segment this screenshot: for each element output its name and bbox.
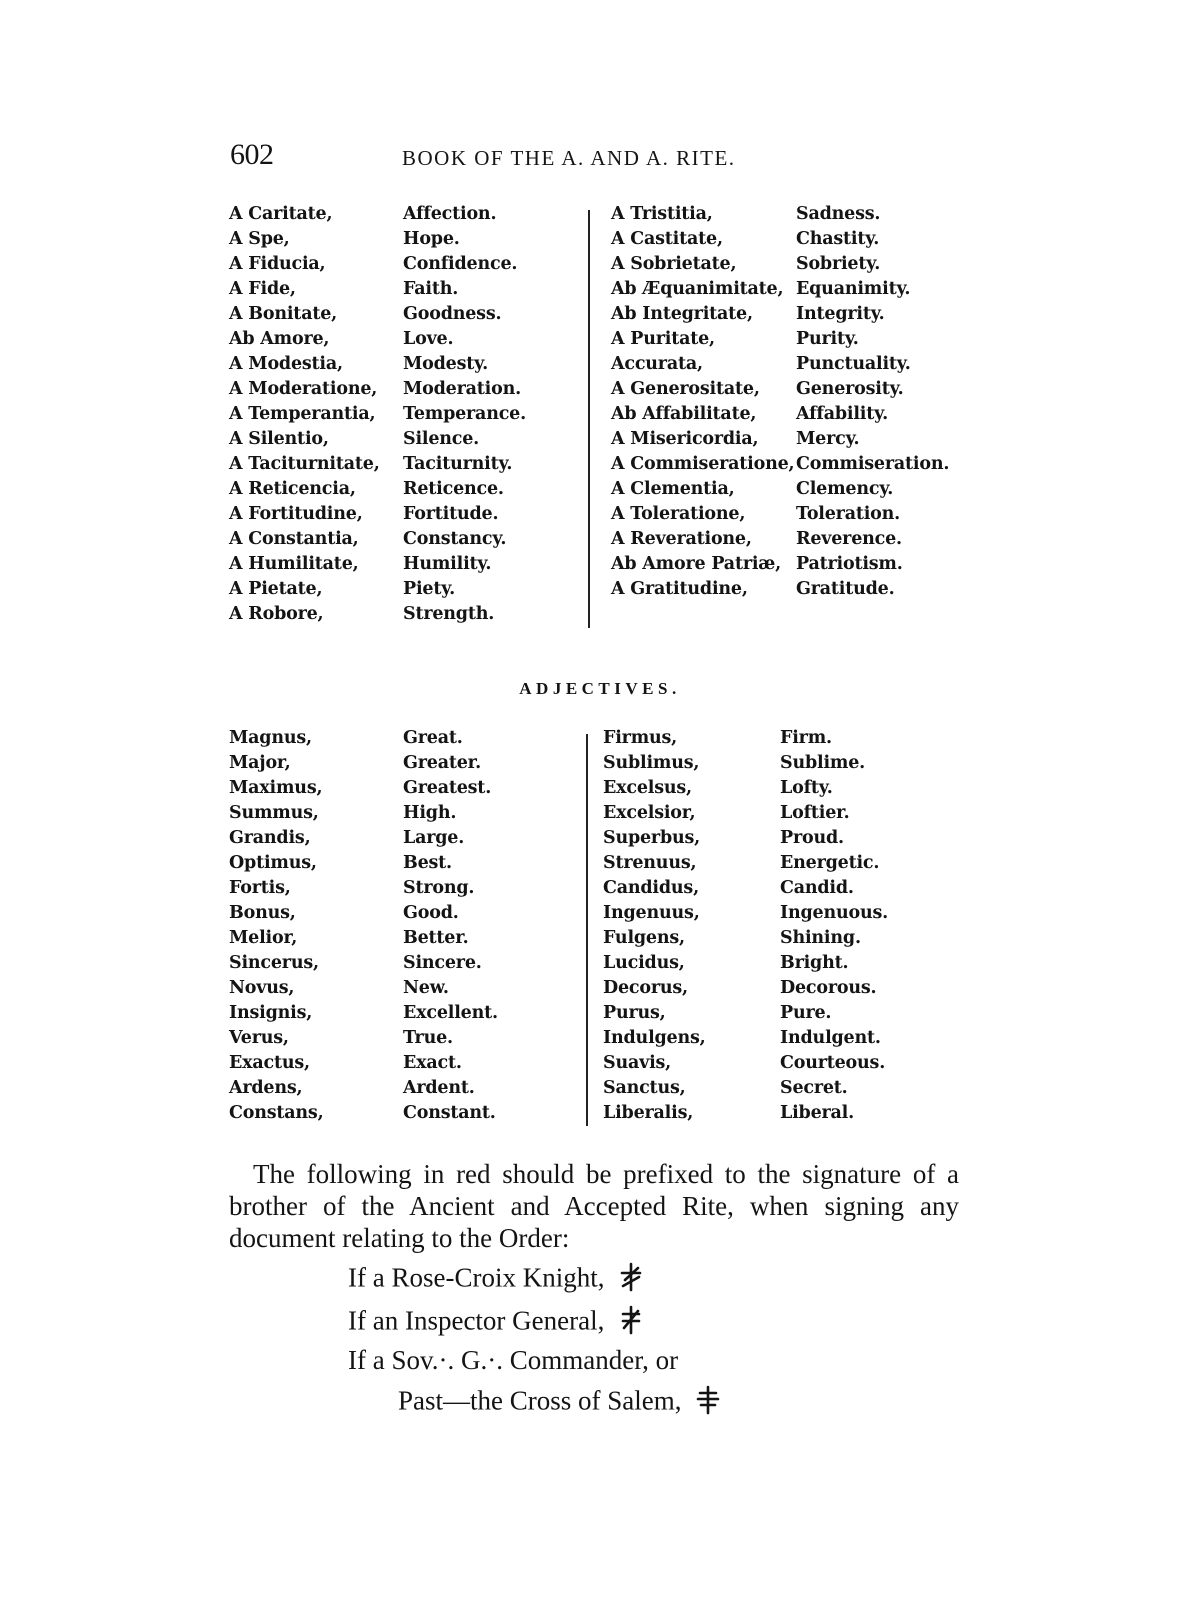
latin-term: A Constantia, [229, 529, 359, 549]
word-pair-row [229, 751, 584, 776]
english-adjective: Ingenuous. [780, 903, 889, 923]
word-pair-row [604, 202, 949, 227]
column-divider [588, 210, 590, 628]
word-pair-row [229, 502, 584, 527]
signature-mark-line [348, 1345, 678, 1376]
english-adjective: Decorous. [780, 978, 877, 998]
latin-term: A Taciturnitate, [229, 454, 380, 474]
english-adjective: Best. [403, 853, 452, 873]
latin-term: A Caritate, [229, 204, 333, 224]
word-pair-row [229, 851, 584, 876]
word-pair-row [604, 452, 949, 477]
english-adjective: Ardent. [403, 1078, 475, 1098]
word-pair-row [604, 377, 949, 402]
latin-term: A Fide, [229, 279, 296, 299]
latin-adjective: Sublimus, [603, 753, 700, 773]
english-term: Temperance. [403, 404, 527, 424]
english-term: Confidence. [403, 254, 518, 274]
word-pair-row [229, 327, 584, 352]
english-term: Hope. [403, 229, 460, 249]
latin-term: A Puritate, [611, 329, 715, 349]
adjectives-table [229, 726, 949, 1131]
latin-adjective: Lucidus, [603, 953, 685, 973]
word-pair-row [604, 302, 949, 327]
paragraph-line: document relating to the Order: [229, 1223, 570, 1253]
word-pair-row [604, 1001, 949, 1026]
latin-term: A Gratitudine, [611, 579, 748, 599]
running-head: BOOK OF THE A. AND A. RITE. [402, 146, 736, 170]
word-pair-row [229, 427, 584, 452]
word-pair-row [604, 352, 949, 377]
latin-adjective: Sanctus, [603, 1078, 686, 1098]
english-adjective: Indulgent. [780, 1028, 881, 1048]
latin-adjective: Insignis, [229, 1003, 313, 1023]
latin-adjective: Liberalis, [603, 1103, 694, 1123]
word-pair-row [229, 776, 584, 801]
english-term: Fortitude. [403, 504, 499, 524]
word-pair-row [229, 402, 584, 427]
word-pair-row [229, 527, 584, 552]
english-term: Love. [403, 329, 454, 349]
latin-term: A Modestia, [229, 354, 343, 374]
cross-of-salem-icon [696, 1385, 720, 1422]
word-pair-row [229, 976, 584, 1001]
word-pair-row [604, 826, 949, 851]
english-term: Mercy. [796, 429, 860, 449]
english-adjective: High. [403, 803, 457, 823]
word-pair-row [229, 801, 584, 826]
latin-adjective: Strenuus, [603, 853, 697, 873]
paragraph-line: The following in red should be prefixed to the signature of a [253, 1159, 959, 1189]
inspector-cross-icon [619, 1305, 643, 1342]
latin-adjective: Excelsus, [603, 778, 692, 798]
english-adjective: Liberal. [780, 1103, 855, 1123]
virtues-table [229, 202, 949, 632]
latin-adjective: Ingenuus, [603, 903, 700, 923]
latin-adjective: Candidus, [603, 878, 699, 898]
signature-mark-text: If an Inspector General, [348, 1305, 605, 1336]
latin-adjective: Superbus, [603, 828, 701, 848]
latin-adjective: Melior, [229, 928, 298, 948]
word-pair-row [604, 1076, 949, 1101]
latin-term: A Fortitudine, [229, 504, 363, 524]
latin-term: A Tristitia, [611, 204, 713, 224]
latin-term: A Sobrietate, [611, 254, 737, 274]
virtues-left-column [229, 202, 584, 627]
english-term: Clemency. [796, 479, 894, 499]
word-pair-row [604, 1101, 949, 1126]
latin-term: A Temperantia, [229, 404, 376, 424]
english-adjective: Excellent. [403, 1003, 498, 1023]
word-pair-row [604, 477, 949, 502]
latin-term: Ab Æquanimitate, [611, 279, 784, 299]
latin-term: A Clementia, [611, 479, 735, 499]
word-pair-row [604, 751, 949, 776]
latin-term: A Fiducia, [229, 254, 326, 274]
english-adjective: Candid. [780, 878, 854, 898]
latin-adjective: Indulgens, [603, 1028, 706, 1048]
signature-mark-line [348, 1262, 643, 1299]
word-pair-row [604, 252, 949, 277]
english-term: Equanimity. [796, 279, 911, 299]
word-pair-row [229, 726, 584, 751]
word-pair-row [229, 1051, 584, 1076]
word-pair-row [229, 552, 584, 577]
english-term: Chastity. [796, 229, 880, 249]
word-pair-row [604, 502, 949, 527]
english-adjective: Lofty. [780, 778, 833, 798]
rose-croix-cross-icon [619, 1262, 643, 1299]
english-adjective: Secret. [780, 1078, 848, 1098]
english-adjective: Sublime. [780, 753, 866, 773]
column-divider [586, 734, 588, 1126]
word-pair-row [229, 951, 584, 976]
english-term: Generosity. [796, 379, 904, 399]
english-term: Reverence. [796, 529, 902, 549]
word-pair-row [229, 352, 584, 377]
word-pair-row [229, 277, 584, 302]
english-term: Affability. [796, 404, 888, 424]
latin-adjective: Decorus, [603, 978, 688, 998]
word-pair-row [604, 901, 949, 926]
latin-term: Ab Amore Patriæ, [611, 554, 782, 574]
english-adjective: Constant. [403, 1103, 496, 1123]
english-adjective: Courteous. [780, 1053, 886, 1073]
latin-adjective: Ardens, [229, 1078, 303, 1098]
english-adjective: Proud. [780, 828, 844, 848]
word-pair-row [229, 1026, 584, 1051]
word-pair-row [604, 527, 949, 552]
word-pair-row [604, 427, 949, 452]
word-pair-row [229, 876, 584, 901]
latin-term: A Misericordia, [611, 429, 759, 449]
english-adjective: Energetic. [780, 853, 880, 873]
english-term: Gratitude. [796, 579, 895, 599]
english-term: Reticence. [403, 479, 504, 499]
latin-term: A Commiseratione, [611, 454, 795, 474]
word-pair-row [604, 327, 949, 352]
english-term: Purity. [796, 329, 859, 349]
english-adjective: New. [403, 978, 449, 998]
english-adjective: Better. [403, 928, 469, 948]
english-term: Sadness. [796, 204, 881, 224]
latin-adjective: Novus, [229, 978, 295, 998]
latin-adjective: Grandis, [229, 828, 311, 848]
english-term: Toleration. [796, 504, 901, 524]
signature-mark-text: If a Sov.·. G.·. Commander, or [348, 1345, 679, 1375]
latin-term: A Generositate, [611, 379, 760, 399]
latin-adjective: Sincerus, [229, 953, 319, 973]
signature-instruction-paragraph [229, 1158, 959, 1254]
english-adjective: Bright. [780, 953, 849, 973]
word-pair-row [604, 876, 949, 901]
english-term: Modesty. [403, 354, 489, 374]
word-pair-row [604, 1026, 949, 1051]
word-pair-row [229, 377, 584, 402]
english-term: Sobriety. [796, 254, 881, 274]
latin-term: Ab Amore, [229, 329, 330, 349]
english-term: Piety. [403, 579, 456, 599]
word-pair-row [604, 951, 949, 976]
word-pair-row [604, 552, 949, 577]
latin-term: A Castitate, [611, 229, 723, 249]
word-pair-row [604, 801, 949, 826]
word-pair-row [229, 302, 584, 327]
latin-adjective: Maximus, [229, 778, 323, 798]
word-pair-row [229, 901, 584, 926]
word-pair-row [604, 1051, 949, 1076]
latin-adjective: Purus, [603, 1003, 666, 1023]
english-term: Strength. [403, 604, 495, 624]
paragraph-line: brother of the Ancient and Accepted Rite, when signing any [229, 1191, 959, 1221]
virtues-right-column [604, 202, 949, 602]
english-adjective: Greater. [403, 753, 481, 773]
word-pair-row [229, 602, 584, 627]
english-term: Constancy. [403, 529, 507, 549]
signature-mark-text: If a Rose-Croix Knight, [348, 1262, 605, 1293]
latin-adjective: Suavis, [603, 1053, 672, 1073]
english-adjective: Strong. [403, 878, 475, 898]
word-pair-row [604, 227, 949, 252]
latin-adjective: Fulgens, [603, 928, 685, 948]
word-pair-row [229, 227, 584, 252]
latin-term: A Humilitate, [229, 554, 359, 574]
latin-adjective: Bonus, [229, 903, 296, 923]
word-pair-row [604, 402, 949, 427]
english-adjective: Pure. [780, 1003, 832, 1023]
latin-adjective: Optimus, [229, 853, 317, 873]
latin-term: Accurata, [611, 354, 703, 374]
english-adjective: Exact. [403, 1053, 462, 1073]
english-term: Patriotism. [796, 554, 903, 574]
english-adjective: Good. [403, 903, 459, 923]
latin-term: A Robore, [229, 604, 324, 624]
latin-term: A Reveratione, [611, 529, 752, 549]
word-pair-row [229, 926, 584, 951]
word-pair-row [229, 1001, 584, 1026]
latin-adjective: Fortis, [229, 878, 291, 898]
signature-mark-line [398, 1385, 720, 1422]
word-pair-row [229, 452, 584, 477]
word-pair-row [604, 851, 949, 876]
word-pair-row [229, 577, 584, 602]
page-number: 602 [230, 138, 274, 171]
word-pair-row [229, 202, 584, 227]
signature-mark-line [348, 1305, 643, 1342]
english-adjective: Large. [403, 828, 465, 848]
latin-adjective: Firmus, [603, 728, 678, 748]
english-adjective: Firm. [780, 728, 832, 748]
latin-term: A Reticencia, [229, 479, 356, 499]
word-pair-row [604, 926, 949, 951]
word-pair-row [604, 577, 949, 602]
adjectives-heading: ADJECTIVES. [519, 679, 681, 698]
english-term: Silence. [403, 429, 480, 449]
latin-term: A Pietate, [229, 579, 323, 599]
english-adjective: True. [403, 1028, 453, 1048]
latin-adjective: Magnus, [229, 728, 312, 748]
latin-adjective: Verus, [229, 1028, 289, 1048]
latin-adjective: Major, [229, 753, 291, 773]
adjectives-right-column [604, 726, 949, 1126]
english-term: Taciturnity. [403, 454, 513, 474]
word-pair-row [604, 726, 949, 751]
english-adjective: Shining. [780, 928, 861, 948]
english-term: Affection. [403, 204, 497, 224]
word-pair-row [229, 477, 584, 502]
latin-term: Ab Integritate, [611, 304, 753, 324]
latin-adjective: Exactus, [229, 1053, 310, 1073]
latin-adjective: Excelsior, [603, 803, 696, 823]
word-pair-row [229, 826, 584, 851]
latin-term: A Spe, [229, 229, 290, 249]
signature-mark-text: Past—the Cross of Salem, [398, 1385, 682, 1416]
latin-term: A Toleratione, [611, 504, 746, 524]
english-adjective: Greatest. [403, 778, 492, 798]
english-term: Goodness. [403, 304, 502, 324]
word-pair-row [229, 1101, 584, 1126]
english-adjective: Loftier. [780, 803, 850, 823]
latin-term: A Bonitate, [229, 304, 338, 324]
adjectives-left-column [229, 726, 584, 1126]
english-term: Punctuality. [796, 354, 911, 374]
word-pair-row [229, 252, 584, 277]
word-pair-row [229, 1076, 584, 1101]
latin-term: A Moderatione, [229, 379, 378, 399]
english-term: Commiseration. [796, 454, 950, 474]
latin-adjective: Summus, [229, 803, 319, 823]
word-pair-row [604, 776, 949, 801]
latin-term: Ab Affabilitate, [611, 404, 757, 424]
english-term: Humility. [403, 554, 492, 574]
latin-adjective: Constans, [229, 1103, 324, 1123]
english-term: Integrity. [796, 304, 885, 324]
english-adjective: Great. [403, 728, 463, 748]
english-term: Moderation. [403, 379, 521, 399]
word-pair-row [604, 976, 949, 1001]
english-term: Faith. [403, 279, 459, 299]
english-adjective: Sincere. [403, 953, 482, 973]
word-pair-row [604, 277, 949, 302]
latin-term: A Silentio, [229, 429, 329, 449]
